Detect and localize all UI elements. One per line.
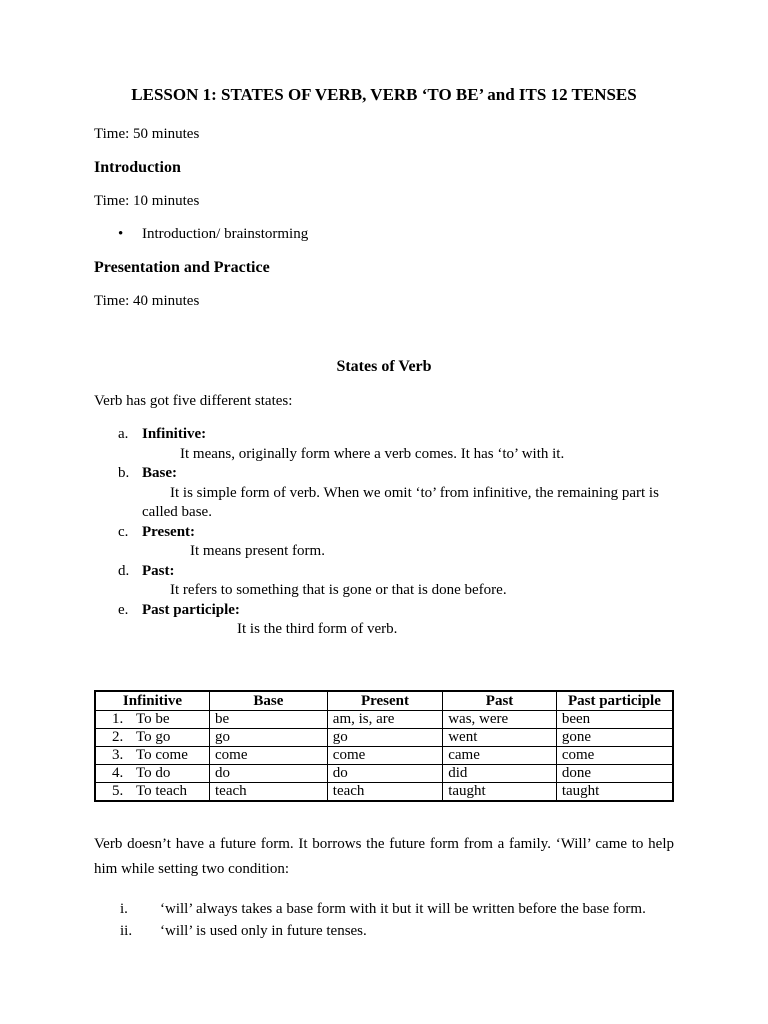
cell-past-participle: been: [556, 710, 673, 728]
state-term: Present:: [142, 523, 196, 540]
state-definition: It refers to something that is gone or that is done before.: [170, 582, 507, 598]
cell-base: teach: [210, 782, 328, 801]
cell-past-participle: done: [556, 764, 673, 782]
state-definition: It is simple form of verb. When we omit ‘to’ from infinitive, the remaining part is called base.: [142, 484, 659, 520]
state-head: [94, 562, 674, 582]
cell-infinitive: [95, 746, 210, 764]
row-number: 3.: [112, 747, 124, 763]
state-term: Infinitive:: [142, 426, 207, 442]
state-item-past: [94, 562, 674, 601]
table-header-row: [95, 691, 673, 711]
states-of-verb-heading: States of Verb: [336, 358, 432, 375]
cell-infinitive-text: To come: [136, 747, 188, 763]
introduction-bullet-text: Introduction/ brainstorming: [142, 226, 309, 242]
state-definition: It is the third form of verb.: [237, 621, 398, 637]
presentation-practice-heading: Presentation and Practice: [94, 259, 270, 276]
table-body: [95, 710, 673, 801]
state-letter: b.: [118, 465, 130, 481]
cell-past: went: [443, 728, 557, 746]
state-item-past-participle: [94, 601, 674, 640]
table-row: [95, 710, 673, 728]
row-number: 5.: [112, 783, 124, 799]
state-head: [94, 601, 674, 621]
introduction-bullet-item: [94, 225, 674, 244]
table-row: [95, 782, 673, 801]
state-letter: e.: [118, 601, 129, 618]
cell-past-participle: come: [556, 746, 673, 764]
cell-present: come: [327, 746, 442, 764]
condition-item: [120, 920, 674, 942]
cell-infinitive: [95, 710, 210, 728]
state-letter: d.: [118, 562, 130, 579]
introduction-heading: Introduction: [94, 159, 181, 176]
row-number: 4.: [112, 765, 124, 781]
cell-base: do: [210, 764, 328, 782]
row-number: 1.: [112, 711, 124, 727]
state-item-infinitive: [94, 425, 674, 464]
state-head: [94, 523, 674, 543]
cell-past: came: [443, 746, 557, 764]
table-header-infinitive: Infinitive: [95, 691, 210, 711]
row-number: 2.: [112, 729, 124, 745]
total-time-text: Time: 50 minutes: [94, 126, 200, 142]
condition-numeral: i.: [120, 900, 128, 917]
state-item-present: [94, 523, 674, 562]
bullet-icon: •: [118, 226, 124, 242]
cell-present: do: [327, 764, 442, 782]
state-definition: It means present form.: [190, 543, 325, 559]
table-header-present: Present: [327, 691, 442, 711]
table-row: [95, 764, 673, 782]
cell-base: come: [210, 746, 328, 764]
cell-base: go: [210, 728, 328, 746]
cell-infinitive-text: To be: [136, 711, 170, 727]
table-header-past: Past: [443, 691, 557, 711]
condition-text: ‘will’ is used only in future tenses.: [160, 922, 367, 939]
state-item-base: [94, 464, 674, 523]
table-row: [95, 691, 673, 711]
state-letter: a.: [118, 426, 129, 442]
state-head: [94, 464, 674, 484]
condition-item: [120, 898, 674, 920]
state-definition: It means, originally form where a verb comes. It has ‘to’ with it.: [180, 445, 565, 462]
condition-text: ‘will’ always takes a base form with it but it will be written before the base form.: [160, 900, 646, 917]
table-header-base: Base: [210, 691, 328, 711]
introduction-time-text: Time: 10 minutes: [94, 193, 200, 209]
cell-past: taught: [443, 782, 557, 801]
cell-infinitive-text: To teach: [136, 783, 188, 799]
state-letter: c.: [118, 523, 129, 540]
table-row: [95, 746, 673, 764]
presentation-time-text: Time: 40 minutes: [94, 293, 200, 309]
will-conditions-list: [94, 898, 674, 942]
state-term: Past participle:: [142, 601, 240, 618]
verb-forms-table: [94, 690, 674, 802]
verb-states-list: [94, 425, 674, 640]
state-term: Past:: [142, 562, 175, 579]
cell-infinitive-text: To go: [136, 729, 171, 745]
cell-present: teach: [327, 782, 442, 801]
cell-past-participle: gone: [556, 728, 673, 746]
cell-infinitive-text: To do: [136, 765, 171, 781]
condition-numeral: ii.: [120, 922, 133, 939]
cell-base: be: [210, 710, 328, 728]
cell-past-participle: taught: [556, 782, 673, 801]
cell-infinitive: [95, 764, 210, 782]
lesson-title: LESSON 1: STATES OF VERB, VERB ‘TO BE’ and ITS 12 TENSES: [131, 85, 637, 104]
cell-past: was, were: [443, 710, 557, 728]
state-term: Base:: [142, 465, 177, 481]
cell-infinitive: [95, 782, 210, 801]
table-row: [95, 728, 673, 746]
table-header-past-participle: Past participle: [556, 691, 673, 711]
cell-present: am, is, are: [327, 710, 442, 728]
cell-infinitive: [95, 728, 210, 746]
cell-past: did: [443, 764, 557, 782]
state-head: [94, 425, 674, 445]
future-form-paragraph: Verb doesn’t have a future form. It borrows the future form from a family. ‘Will’ came to help him while setting two condition:: [94, 835, 674, 877]
states-intro-text: Verb has got five different states:: [94, 393, 293, 409]
cell-present: go: [327, 728, 442, 746]
